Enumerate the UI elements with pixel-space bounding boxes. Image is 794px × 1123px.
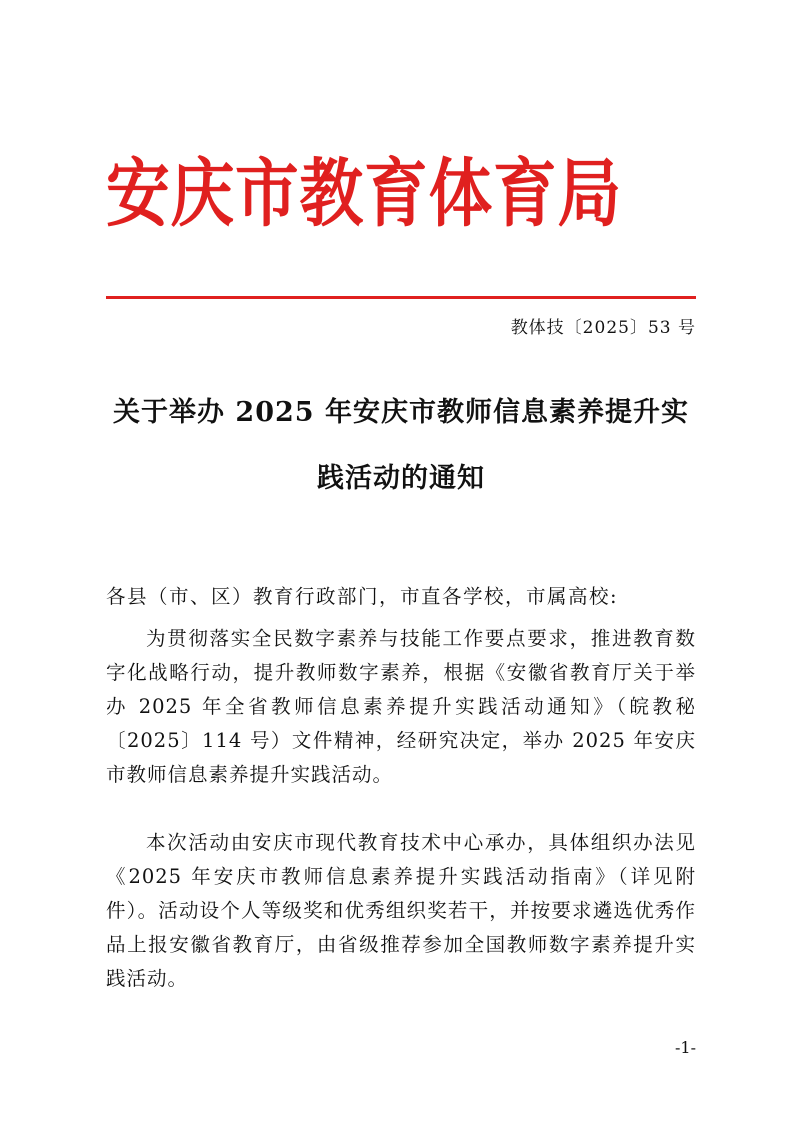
page-number: -1- — [675, 1038, 696, 1057]
document-title-line-2: 践活动的通知 — [317, 463, 485, 494]
document-title-line-1: 关于举办 2025 年安庆市教师信息素养提升实 — [113, 397, 689, 428]
masthead-organization: 安庆市教育体育局 — [106, 151, 622, 237]
body-paragraph-1: 为贯彻落实全民数字素养与技能工作要点要求，推进教育数字化战略行动，提升教师数字素养，根据《安徽省教育厅关于举办 2025 年全省教师信息素养提升实践活动通知》（皖教秘〔2025〕114 号）文件精神，经研究决定，举办 2025 年安庆市教师信息素养提升实践活动。 — [106, 627, 696, 786]
body-paragraph-2: 本次活动由安庆市现代教育技术中心承办，具体组织办法见《2025 年安庆市教师信息素养提升实践活动指南》（详见附件）。活动设个人等级奖和优秀组织奖若干，并按要求遴选优秀作品上报安徽省教育厅，由省级推荐参加全国教师数字素养提升实践活动。 — [106, 831, 696, 990]
red-divider-line — [106, 296, 696, 299]
salutation: 各县（市、区）教育行政部门，市直各学校，市属高校: — [106, 585, 619, 608]
document-number: 教体技〔2025〕53 号 — [510, 318, 696, 338]
